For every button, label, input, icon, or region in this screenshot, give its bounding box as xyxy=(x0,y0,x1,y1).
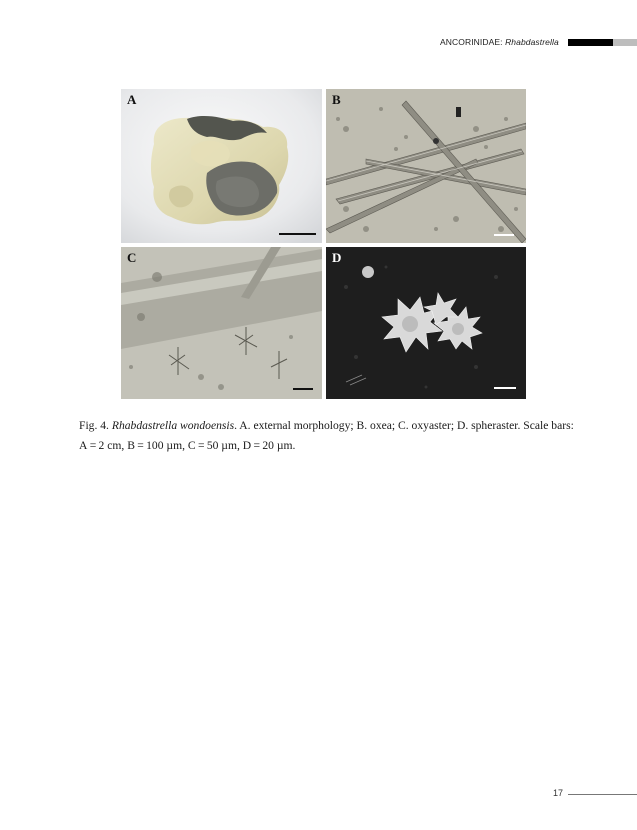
scale-bar-c xyxy=(293,388,313,390)
scale-bar-b xyxy=(494,234,514,236)
caption-text-1: . A. external morphology; B. oxea; C. oxyaster; D. spheraster. Scale bars: xyxy=(234,419,574,432)
caption-line-1 xyxy=(79,416,579,436)
scale-bar-a xyxy=(279,233,316,235)
header-bar-black xyxy=(568,39,613,46)
footer-rule xyxy=(568,794,637,795)
figure-panel-b xyxy=(326,89,526,243)
spheraster-sem xyxy=(326,247,526,399)
running-head-genus: Rhabdastrella xyxy=(505,37,559,47)
running-head-section: ANCORINIDAE: xyxy=(440,37,506,47)
figure-caption xyxy=(79,416,579,456)
header-bar-gray xyxy=(613,39,637,46)
caption-prefix: Fig. 4. xyxy=(79,419,112,432)
sponge-photo xyxy=(121,89,322,243)
panel-label-a: A xyxy=(127,92,137,107)
figure-panel-c xyxy=(121,247,322,399)
caption-line-2: A = 2 cm, B = 100 µm, C = 50 µm, D = 20 µm. xyxy=(79,439,296,452)
scale-bar-d xyxy=(494,387,516,389)
running-head xyxy=(440,37,559,49)
caption-species: Rhabdastrella wondoensis xyxy=(111,419,235,432)
figure-panel-d xyxy=(326,247,526,399)
page-number: 17 xyxy=(553,788,564,798)
figure-panel-a xyxy=(121,89,322,243)
panel-label-c: C xyxy=(127,250,137,265)
panel-label-d: D xyxy=(332,250,342,265)
oxea-micrograph xyxy=(326,89,526,243)
oxyaster-micrograph xyxy=(121,247,322,399)
panel-label-b: B xyxy=(332,92,341,107)
